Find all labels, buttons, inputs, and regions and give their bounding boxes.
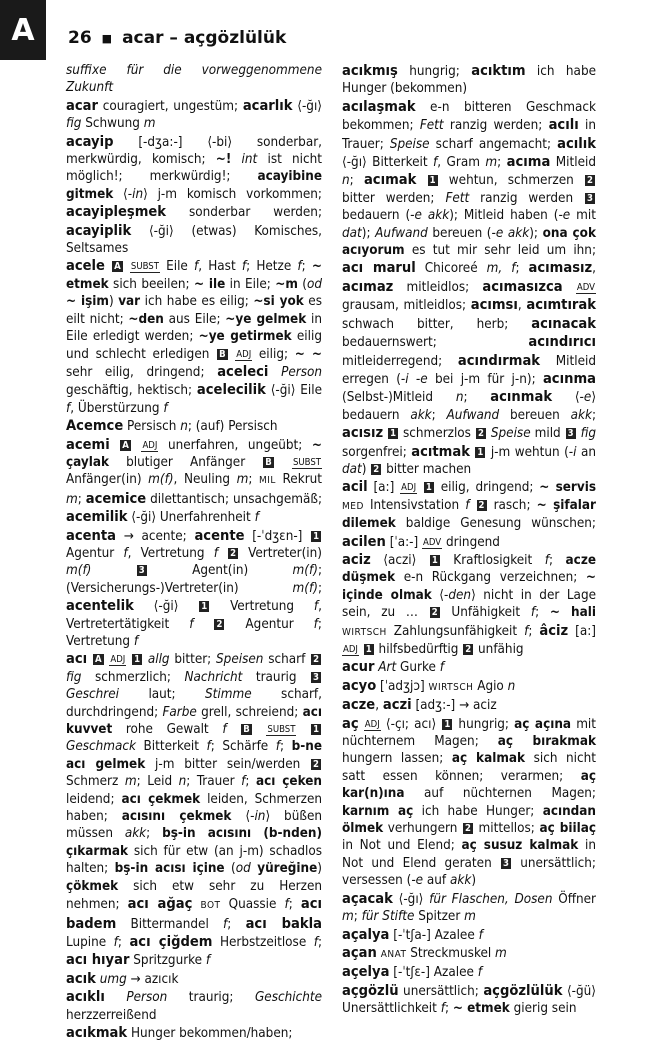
dictionary-entry: acıkmış hungrig; acıktım ich habe Hunger (bekommen) [342, 62, 597, 97]
header-entry-range: acar – açgözlülük [122, 28, 287, 48]
dictionary-entry: acil [a:] ADJ 1 eilig, dringend; ~ servis MED Intensivstation f 2 rasch; ~ şifalar dilemek baldige Genesung wünschen; acilen [ˈa:-] ADV dringend [342, 478, 597, 550]
dictionary-entry: aç ADJ ⟨-çı; acı⟩ 1 hungrig; aç açına mit nüchternem Magen; aç bırakmak hungern lassen; aç kalmak sich nicht satt essen können; verarmen; aç kar(n)ına auf nüchternen Magen; karnım aç ich habe Hunger; acından ölmek verhungern 2 mittellos; aç biilaç in Not und Elend; aç susuz kalmak in Not und Elend geraten 3 unersättlich; versessen (-e auf akk) [342, 714, 596, 889]
dictionary-entry: acemi A ADJ unerfahren, ungeübt; ~ çaylak blutiger Anfänger B SUBST Anfänger(in) m(f), Neuling m; MIL Rekrut m; acemice dilettantisch; unsachgemäß; acemilik ⟨-ği⟩ Unerfahrenheit f [66, 435, 322, 526]
header-bullet-icon: ■ [101, 31, 113, 45]
dictionary-entry: açgözlü unersättlich; açgözlülük ⟨-ğü⟩ Unersättlichkeit f; ~ etmek gierig sein [342, 981, 596, 1017]
dictionary-entry: acur Art Gurke f [342, 658, 444, 676]
thumb-index-tab [0, 0, 46, 60]
dictionary-entry: acık umg → azıcık [66, 969, 179, 987]
dictionary-entry: acıklı Person traurig; Geschichte herzzerreißend [66, 988, 322, 1023]
dictionary-entry: suffixe für die vorweggenommene Zukunft [66, 63, 322, 96]
left-column [66, 62, 322, 1042]
dictionary-entry: açan ANAT Streckmuskel m [342, 943, 507, 961]
dictionary-entry: acar couragiert, ungestüm; acarlık ⟨-ğı⟩ fig Schwung m [66, 96, 322, 132]
dictionary-entry: acıkmak Hunger bekommen/haben; [66, 1023, 293, 1041]
right-column [342, 62, 596, 1018]
dictionary-entry: acze, aczi [adʒ:-] → aciz [342, 696, 497, 714]
dictionary-entry: açalya [-ˈtʃa-] Azalee f [342, 925, 483, 943]
dictionary-entry: acı A ADJ 1 allg bitter; Speisen scharf 2 fig schmerzlich; Nachricht traurig 3 Geschrei laut; Stimme scharf, durchdringend; Farbe grell, schreiend; acı kuvvet rohe Gewalt f B SUBST 1 Geschmack Bitterkeit f; Schärfe f; b-ne acı gelmek j-m bitter sein/werden 2 Schmerz m; Leid n; Trauer f; acı çeken leidend; acı çekmek leiden, Schmerzen haben; acısını çekmek ⟨-in⟩ büßen müssen akk; bş-in acısını (b-nden) çıkarmak sich für etw (an j-m) schadlos halten; bş-in acısı içine (od yüreğine) çökmek sich etw sehr zu Herzen nehmen; acı ağaç BOT Quassie f; acı badem Bittermandel f; acı bakla Lupine f; acı çiğdem Herbstzeitlose f; acı hıyar Spritzgurke f [66, 650, 323, 969]
dictionary-entry: acayip [-dʒa:-] ⟨-bi⟩ sonderbar, merkwürdig, komisch; ~! int ist nicht möglich!; merkwürdig!; acayibine gitmek ⟨-in⟩ j-m komisch vorkommen; acayipleşmek sonderbar werden; acayiplik ⟨-ği⟩ (etwas) Komisches, Seltsames [66, 132, 323, 257]
dictionary-entry: açelya [-ˈtʃɛ-] Azalee f [342, 963, 483, 981]
dictionary-entry: acyo [ˈadʒjɔ] WIRTSCH Agio n [342, 676, 516, 694]
dictionary-entry: açacak ⟨-ğı⟩ für Flaschen, Dosen Öffner m; für Stifte Spitzer m [342, 889, 596, 925]
dictionary-entry: acenta → acente; acente [-ˈdʒɛn-] 1 Agentur f, Vertretung f 2 Vertreter(in) m(f) 3 Agent(in) m(f); (Versicherungs-)Vertreter(in) m(f); acentelik ⟨-ği⟩ 1 Vertretung f, Vertretertätigkeit f 2 Agentur f; Vertretung f [66, 526, 322, 649]
page-number: 26 [68, 28, 92, 48]
dictionary-entry: aciz ⟨aczi⟩ 1 Kraftlosigkeit f; acze düşmek e-n Rückgang verzeichnen; ~ içinde olmak ⟨-den⟩ nicht in der Lage sein, zu … 2 Unfähigkeit f; ~ hali WIRTSCH Zahlungsunfähigkeit f; âciz [a:] ADJ 1 hilfsbedürftig 2 unfähig [342, 550, 597, 657]
dictionary-entry: Acemce Persisch n; (auf) Persisch [66, 417, 278, 435]
dictionary-entry: acılaşmak e-n bitteren Geschmack bekommen; Fett ranzig werden; acılı in Trauer; Speise scharf angemacht; acılık ⟨-ğı⟩ Bitterkeit f, Gram m; acıma Mitleid n; acımak 1 wehtun, schmerzen 2 bitter werden; Fett ranzig werden 3 bedauern (-e akk); Mitleid haben (-e mit dat); Aufwand bereuen (-e akk); ona çok acıyorum es tut mir sehr leid um ihn; acı marul Chicoreé m, f; acımasız, acımaz mitleidlos; acımasızca ADV grausam, mitleidlos; acımsı, acımtırak schwach bitter, herb; acınacak bedauernswert; acındırıcı mitleiderregend; acındırmak Mitleid erregen (-i -e bei j-m für j-n); acınma (Selbst-)Mitleid n; acınmak ⟨-e⟩ bedauern akk; Aufwand bereuen akk; acısız 1 schmerzlos 2 Speise mild 3 fig sorgenfrei; acıtmak 1 j-m wehtun (-i an dat) 2 bitter machen [342, 97, 597, 477]
thumb-letter: A [11, 12, 35, 48]
dictionary-entry: acele A SUBST Eile f, Hast f; Hetze f; ~ etmek sich beeilen; ~ ile in Eile; ~m (od ~ işim) var ich habe es eilig; ~si yok es eilt nicht; ~den aus Eile; ~ye gelmek in Eile erledigt werden; ~ye getirmek eilig und schlecht erledigen B ADJ eilig; ~ ~ sehr eilig, dringend; aceleci Person geschäftig, hektisch; acelecilik ⟨-ği⟩ Eile f, Überstürzung f [66, 257, 323, 416]
page-header [68, 28, 286, 48]
